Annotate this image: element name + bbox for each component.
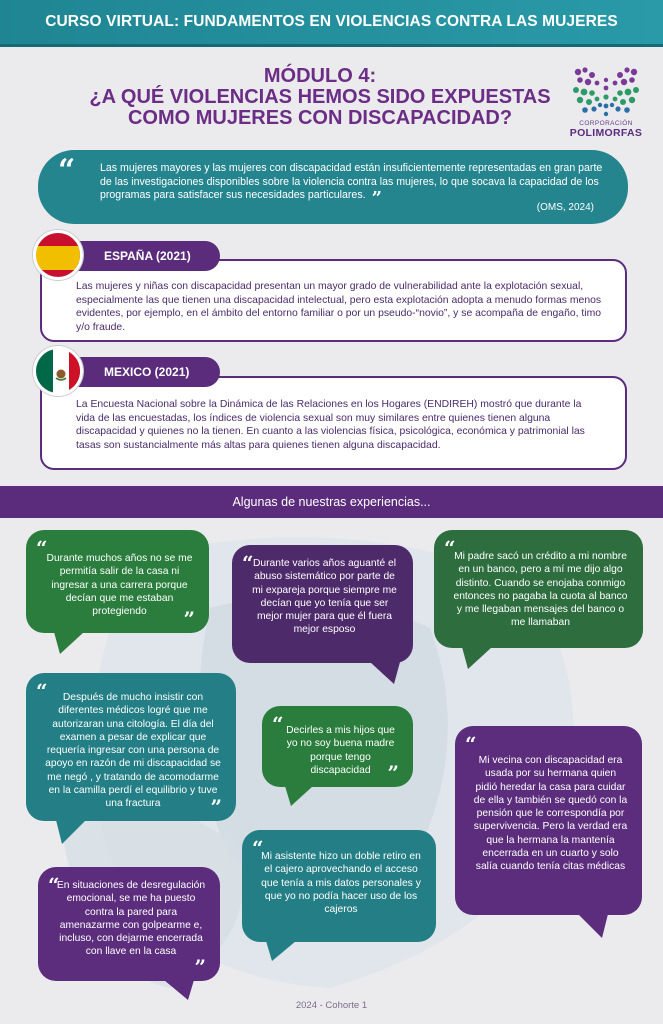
logo-name: POLIMORFAS bbox=[569, 127, 643, 139]
spain-text: Las mujeres y niñas con discapacidad presentan un mayor grado de vulnerabilidad ante la explotación sexual, especialmente las que tienen una discapacidad intelectual, pero esta explotación adopta a menudo formas menos evidentes, por ejemplo, en el ámbito del entorno familiar o por un pseudo-“novio”, y se acompaña de engaño, timo y/o fraude. bbox=[76, 281, 602, 333]
who-quote-box bbox=[38, 150, 628, 224]
mexico-flag-icon bbox=[33, 346, 83, 396]
mexico-label bbox=[66, 357, 220, 387]
close-quote-icon: ” bbox=[387, 761, 399, 785]
module-title bbox=[60, 66, 580, 129]
experience-text-8: En situaciones de desregulación emocional, se me ha puesto contra la pared para amenazarme con golpearme e, incluso, con dejarme encerrada con llave en la casa bbox=[56, 880, 206, 958]
module-number: MÓDULO 4: bbox=[263, 65, 377, 87]
experiences-title: Algunas de nuestras experiencias... bbox=[232, 495, 431, 509]
experience-text-7: Mi asistente hizo un doble retiro en el cajero aprovechando el acceso que tenía a mis datos personales y que yo no podía hacer uso de los cajeros bbox=[261, 851, 421, 916]
bubble-tail bbox=[462, 647, 492, 669]
open-quote-icon: “ bbox=[36, 536, 48, 560]
spain-content-box bbox=[40, 259, 627, 342]
close-quote-icon: ” bbox=[194, 955, 206, 979]
logo-subtitle: CORPORACIÓN bbox=[579, 120, 633, 127]
experience-text-6: Mi vecina con discapacidad era usada por su hermana quien pidió heredar la casa para cuidar de ella y también se quedó con la pensión que le correspondía por supervivencia. Pero la verdad era que la hermana la mantenía encerrada en un cuarto y solo salía cuando tenía citas médicas bbox=[473, 755, 628, 873]
close-quote-icon: ” bbox=[371, 188, 382, 209]
mexico-content-box bbox=[40, 376, 627, 470]
experience-text-4: Después de mucho insistir con diferentes médicos logré que me autorizaran una citología. El día del examen a pesar de explicar que requería ingresar con una persona de apoyo en razón de mi discapacidad se me negó , y tratando de acomodarme en la camilla perdí el equilibrio y tuve una fractura bbox=[45, 692, 221, 810]
experience-bubble-3 bbox=[434, 530, 643, 648]
bubble-tail bbox=[285, 786, 313, 806]
bubble-tail bbox=[370, 662, 400, 684]
open-quote-icon: “ bbox=[465, 732, 477, 756]
close-quote-icon: ” bbox=[183, 607, 195, 631]
open-quote-icon: “ bbox=[48, 873, 60, 897]
experience-bubble-2 bbox=[232, 545, 413, 663]
close-quote-icon: ” bbox=[210, 795, 222, 819]
course-title: CURSO VIRTUAL: FUNDAMENTOS EN VIOLENCIAS CONTRA LAS MUJERES bbox=[45, 13, 618, 30]
experiences-band bbox=[0, 486, 663, 518]
open-quote-icon: “ bbox=[272, 712, 284, 736]
experience-bubble-5 bbox=[262, 706, 413, 787]
mexico-text: La Encuesta Nacional sobre la Dinámica de las Relaciones en los Hogares (ENDIREH) mostró que durante la vida de las encuestadas, los índices de violencia sexual son muy similares entre quienes tienen alguna discapacidad y quienes no la tienen. En cuanto a las violencias física, psicológica, económica y patrimonial las tasas son sustancialmente más altas para quienes tienen alguna discapacidad. bbox=[76, 399, 585, 451]
bubble-tail bbox=[266, 941, 296, 961]
who-quote-source: (OMS, 2024) bbox=[536, 201, 594, 213]
spain-label-text: ESPAÑA (2021) bbox=[104, 249, 191, 263]
who-quote-text: Las mujeres mayores y las mujeres con discapacidad están insuficientemente representadas en gran parte de las investigaciones disponibles sobre la violencia contra las mujeres, lo que socava la capacidad de los programas para satisfacer sus necesidades particulares. bbox=[100, 162, 603, 201]
open-quote-icon: “ bbox=[444, 536, 456, 560]
open-quote-icon: “ bbox=[36, 679, 48, 703]
open-quote-icon: “ bbox=[242, 551, 254, 575]
bubble-tail bbox=[54, 632, 84, 654]
experience-text-5: Decirles a mis hijos que yo no soy buena madre porque tengo discapacidad bbox=[286, 725, 395, 776]
bubble-tail bbox=[578, 914, 608, 938]
experience-text-2: Durante varios años aguanté el abuso sistemático por parte de mi expareja porque siempre me decían que yo tenía que ser mejor mujer para que él fuera mejor esposo bbox=[252, 558, 397, 636]
module-question-line1: ¿A QUÉ VIOLENCIAS HEMOS SIDO EXPUESTAS bbox=[89, 86, 551, 108]
experience-bubble-1 bbox=[26, 530, 209, 633]
spain-flag-icon bbox=[33, 230, 83, 280]
footer-text: 2024 - Cohorte 1 bbox=[295, 1000, 368, 1011]
bubble-tail bbox=[164, 980, 194, 1000]
mexico-label-text: MEXICO (2021) bbox=[104, 365, 190, 379]
footer bbox=[0, 1000, 663, 1011]
open-quote-icon: “ bbox=[252, 836, 264, 860]
experience-bubble-4 bbox=[26, 673, 236, 821]
experience-bubble-7 bbox=[242, 830, 436, 942]
open-quote-icon: “ bbox=[58, 153, 76, 188]
module-question-line2: COMO MUJERES CON DISCAPACIDAD? bbox=[127, 107, 513, 129]
experience-bubble-8 bbox=[38, 867, 220, 981]
bubble-tail bbox=[56, 820, 86, 844]
experience-text-1: Durante muchos años no se me permitía salir de la casa ni ingresar a una carrera porque decían que me estaban protegiendo bbox=[46, 553, 193, 618]
experience-bubble-6 bbox=[455, 726, 642, 915]
spain-label bbox=[66, 241, 220, 271]
header-bar bbox=[0, 0, 663, 47]
logo bbox=[566, 66, 646, 144]
experience-text-3: Mi padre sacó un crédito a mi nombre en un banco, pero a mí me dijo algo distinto. Cuando se enojaba conmigo entonces no pagaba la cuota al banco y me llegaban mensajes del banco o me llamaban bbox=[453, 551, 628, 629]
butterfly-logo-icon bbox=[570, 66, 642, 118]
